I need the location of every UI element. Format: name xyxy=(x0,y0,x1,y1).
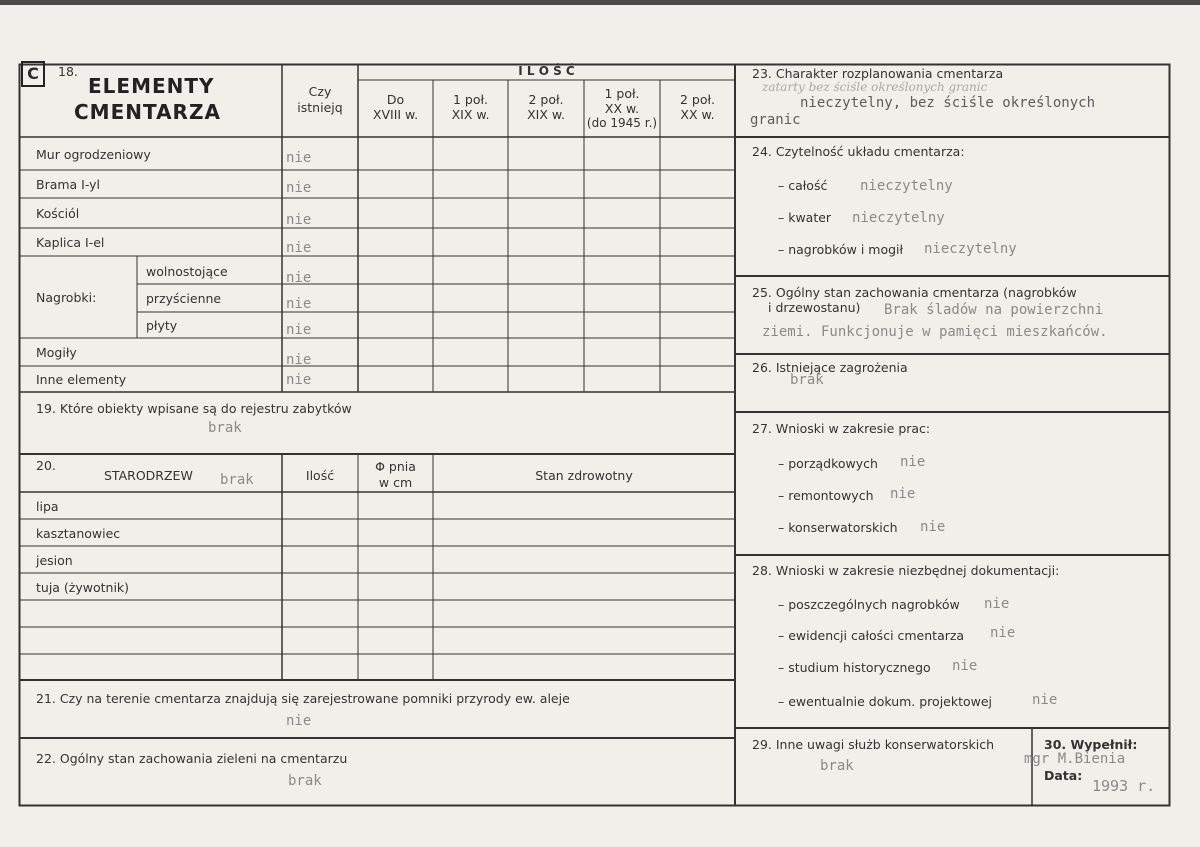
section-18-title-line2: CMENTARZA xyxy=(74,100,221,124)
section-29-value: brak xyxy=(820,758,854,774)
row-label-inne: Inne elementy xyxy=(36,372,127,387)
col-tree-count: Ilość xyxy=(305,468,335,483)
row-value-kaplica: nie xyxy=(286,240,312,256)
col-trunk-diameter-line1: Φ pnia xyxy=(375,459,416,474)
nagrobki-value-przyscienne: nie xyxy=(286,296,312,312)
section-28-item-studium: – studium historycznego xyxy=(778,660,931,675)
col-health-status: Stan zdrowotny xyxy=(535,468,633,483)
section-27-item-remontowych: – remontowych xyxy=(778,488,874,503)
row-label-nagrobki: Nagrobki: xyxy=(36,290,97,305)
section-30-filled-by: mgr M.Bienia xyxy=(1024,751,1126,767)
section-28-value-ewidencji: nie xyxy=(990,625,1016,641)
section-24-value-nagrobkow: nieczytelny xyxy=(924,241,1017,257)
section-21-label: 21. Czy na terenie cmentarza znajdują się zarejestrowane pomniki przyrody ew. aleje xyxy=(36,691,570,706)
nagrobki-label-przyscienne: przyścienne xyxy=(146,291,222,306)
section-24-label: 24. Czytelność układu cmentarza: xyxy=(752,144,965,159)
row-value-mur: nie xyxy=(286,150,312,166)
section-20-number: 20. xyxy=(36,458,56,473)
section-25-value-line2: ziemi. Funkcjonuje w pamięci mieszkańców. xyxy=(762,324,1108,340)
section-28-item-nagrobkow: – poszczególnych nagrobków xyxy=(778,597,960,612)
section-20-value: brak xyxy=(220,472,254,488)
section-23-value-line2: granic xyxy=(750,112,801,128)
nagrobki-label-wolnostojace: wolnostojące xyxy=(146,264,228,279)
row-value-kosciol: nie xyxy=(286,212,312,228)
section-23-handwritten-note: zatarty bez ściśle określonych granic xyxy=(762,80,988,94)
section-23-value-line1: nieczytelny, bez ściśle określonych xyxy=(800,95,1096,111)
section-19-label: 19. Które obiekty wpisane są do rejestru zabytków xyxy=(36,401,352,416)
section-27-value-remontowych: nie xyxy=(890,486,916,502)
row-label-brama: Brama I-yl xyxy=(36,177,101,192)
section-28-item-ewidencji: – ewidencji całości cmentarza xyxy=(778,628,965,643)
nagrobki-label-plyty: płyty xyxy=(146,318,178,333)
row-label-kaplica: Kaplica I-el xyxy=(36,235,105,250)
row-label-mur: Mur ogrodzeniowy xyxy=(36,147,151,162)
section-24-value-calosc: nieczytelny xyxy=(860,178,953,194)
section-24-item-kwater: – kwater xyxy=(778,210,832,225)
col-trunk-diameter-line2: w cm xyxy=(378,475,413,490)
col-exists-line2: istniejq xyxy=(297,100,343,115)
row-label-kosciol: Kościól xyxy=(36,206,80,221)
section-27-value-konserwatorskich: nie xyxy=(920,519,946,535)
section-25-label-line1: 25. Ogólny stan zachowania cmentarza (nagrobków xyxy=(752,285,1077,300)
tree-row-tuja: tuja (żywotnik) xyxy=(36,580,130,595)
section-26-label: 26. Istniejące zagrożenia xyxy=(752,360,908,375)
tree-row-jesion: jesion xyxy=(36,553,73,568)
section-27-label: 27. Wnioski w zakresie prac: xyxy=(752,421,931,436)
section-25-value-line1: Brak śladów na powierzchni xyxy=(884,302,1104,318)
nagrobki-value-plyty: nie xyxy=(286,322,312,338)
section-letter-box: C xyxy=(21,61,45,87)
section-30-label: 30. Wypełnił: xyxy=(1044,737,1138,752)
section-30-date: 1993 r. xyxy=(1092,777,1156,795)
section-21-value: nie xyxy=(286,713,312,729)
col-exists-line1: Czy xyxy=(308,84,332,99)
section-20-title: STARODRZEW xyxy=(104,468,193,483)
section-18-title-line1: ELEMENTY xyxy=(88,74,215,98)
section-28-value-studium: nie xyxy=(952,658,978,674)
section-27-item-konserwatorskich: – konserwatorskich xyxy=(778,520,898,535)
tree-row-lipa: lipa xyxy=(36,499,59,514)
section-24-item-nagrobkow: – nagrobków i mogił xyxy=(778,242,904,257)
section-29-label: 29. Inne uwagi służb konserwatorskich xyxy=(752,737,994,752)
ilosc-header: I L O Ś Ć xyxy=(518,64,575,78)
section-28-item-projektowej: – ewentualnie dokum. projektowej xyxy=(778,694,993,709)
section-19-value: brak xyxy=(208,420,242,436)
tree-row-kasztanowiec: kasztanowiec xyxy=(36,526,121,541)
row-value-inne: nie xyxy=(286,372,312,388)
section-23-label: 23. Charakter rozplanowania cmentarza xyxy=(752,66,1004,81)
section-30-date-label: Data: xyxy=(1044,768,1083,783)
section-25-label-line2: i drzewostanu) xyxy=(768,300,861,315)
section-24-value-kwater: nieczytelny xyxy=(852,210,945,226)
section-27-item-porzadkowych: – porządkowych xyxy=(778,456,878,471)
section-28-label: 28. Wnioski w zakresie niezbędnej dokumentacji: xyxy=(752,563,1060,578)
row-value-mogily: nie xyxy=(286,352,312,368)
section-18-number: 18. xyxy=(58,64,78,79)
row-label-mogily: Mogiły xyxy=(36,345,77,360)
section-22-value: brak xyxy=(288,773,322,789)
section-27-value-porzadkowych: nie xyxy=(900,454,926,470)
section-24-item-calosc: – całość xyxy=(778,178,828,193)
section-22-label: 22. Ogólny stan zachowania zieleni na cmentarzu xyxy=(36,751,348,766)
nagrobki-value-wolnostojace: nie xyxy=(286,270,312,286)
row-value-brama: nie xyxy=(286,180,312,196)
section-28-value-nagrobkow: nie xyxy=(984,596,1010,612)
section-26-value: brak xyxy=(790,372,824,388)
section-28-value-projektowej: nie xyxy=(1032,692,1058,708)
